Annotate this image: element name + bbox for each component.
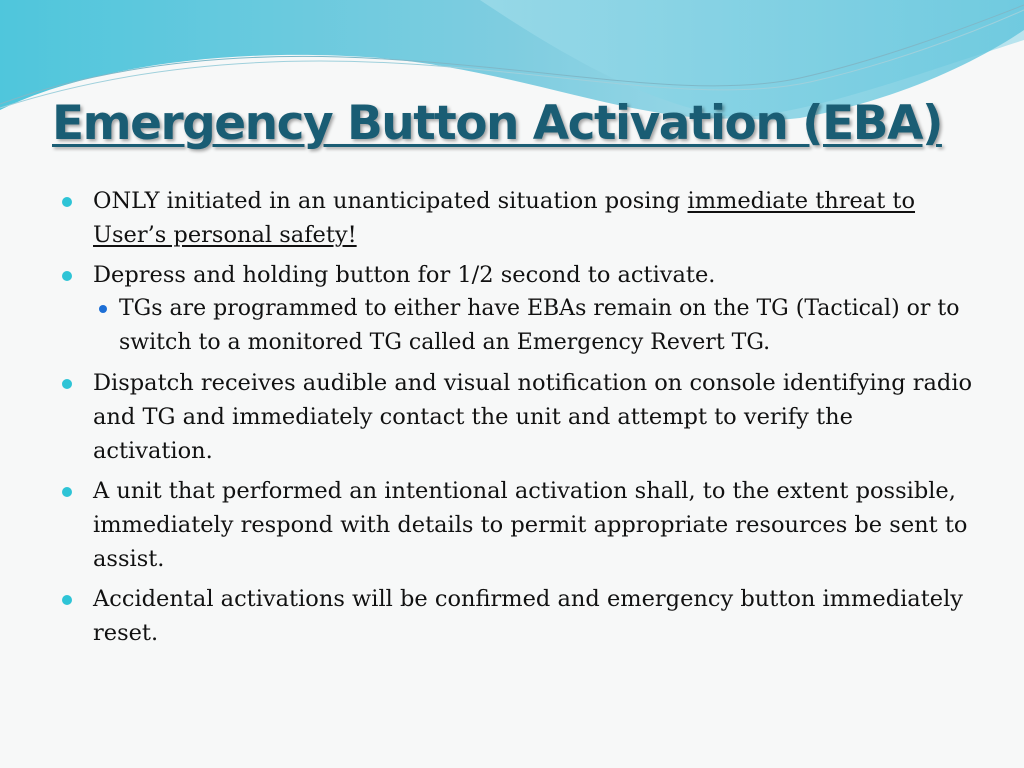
bullet-item: Depress and holding button for 1/2 second to activate. bbox=[58, 258, 978, 292]
bullet-dot-icon bbox=[62, 595, 72, 605]
bullet-dot-icon bbox=[62, 379, 72, 389]
bullet-dot-icon bbox=[62, 487, 72, 497]
underlined-emphasis: immediate threat to User’s personal safety! bbox=[93, 188, 916, 248]
bullet-list bbox=[58, 184, 978, 650]
bullet-dot-icon bbox=[62, 271, 72, 281]
slide-body bbox=[58, 184, 978, 656]
bullet-item: Accidental activations will be confirmed and emergency button immediately reset. bbox=[58, 582, 978, 650]
sub-bullet-item: TGs are programmed to either have EBAs remain on the TG (Tactical) or to switch to a monitored TG called an Emergency Revert TG. bbox=[99, 292, 978, 360]
sub-bullet-dot-icon bbox=[99, 305, 107, 313]
bullet-item: A unit that performed an intentional activation shall, to the extent possible, immediately respond with details to permit appropriate resources be sent to assist. bbox=[58, 474, 978, 576]
bullet-item: Dispatch receives audible and visual notification on console identifying radio and TG and immediately contact the unit and attempt to verify the activation. bbox=[58, 366, 978, 468]
bullet-dot-icon bbox=[62, 197, 72, 207]
slide-title: Emergency Button Activation (EBA) bbox=[52, 96, 942, 151]
bullet-item: ONLY initiated in an unanticipated situation posing immediate threat to User’s personal safety! bbox=[58, 184, 978, 252]
